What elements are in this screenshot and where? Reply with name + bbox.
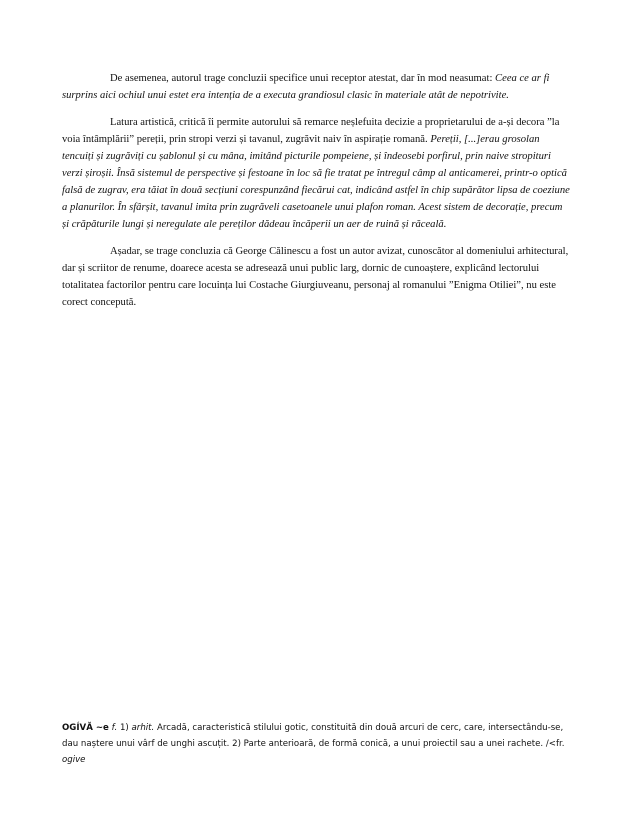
- footnote-domain: arhit.: [131, 723, 155, 733]
- paragraph-2-quote: Pereții, [...]erau grosolan tencuiți și zugrăviți cu șablonul și cu mâna, imitând picturile pompeiene, și îndeosebi porfirul, prin naive stropituri verzi șiroșii. Însă sistemul de perspective și festoane în loc să fie tratat pe întregul câmp al anticamerei, printr-o optică falsă de zugrav, era tăiat în două secțiuni corespunzând fiecărui cat, indicând astfel în chip supărător lipsa de coeziune a planurilor. În sfârșit, tavanul imita prin zugrăveli casetoanele unui plafon roman. Acest sistem de decorație, precum și crăpăturile lungi și neregulate ale pereților dădeau încăperii un aer de ruină și răceală.: [62, 134, 570, 230]
- paragraph-2: [62, 114, 572, 233]
- paragraph-3: [62, 243, 572, 311]
- footnote-part1: 1): [117, 723, 132, 733]
- paragraph-1-text: De asemenea, autorul trage concluzii specifice unui receptor atestat, dar în mod neasumat:: [110, 73, 496, 84]
- footnote-headword: OGÍVĂ ~e: [62, 723, 109, 733]
- paragraph-2-text: Latura artistică, critică îi permite autorului să remarce neșlefuita decizie a proprietarului de a-și decora ”la voia întâmplării” pereții, prin stropi verzi și tavanul, zugrăvit naiv în aspirație romană.: [62, 117, 560, 145]
- paragraph-1-quote: Ceea ce ar fi surprins aici ochiul unui estet era intenția de a executa grandiosul clasic în materiale atât de nepotrivite.: [62, 73, 550, 101]
- footnote-definition-text: Arcadă, caracteristică stilului gotic, constituită din două arcuri de cerc, care, intersectându-se, dau naștere unui vârf de unghi ascuțit. 2) Parte anterioară, de formă conică, a unui proiectil sau a unei rachete. /<fr.: [62, 723, 565, 749]
- paragraph-3-text: Așadar, se trage concluzia că George Călinescu a fost un autor avizat, cunoscător al domeniului arhitectural, dar și scriitor de renume, doarece acesta se adresează unui public larg, dornic de cunoaștere, explicând lectorului totalitatea factorilor pentru care locuința lui Costache Giurgiuveanu, personaj al romanului ”Enigma Otiliei”, nu este corect concepută.: [62, 246, 569, 308]
- footnote-definition: [62, 720, 577, 768]
- footnote-gender: f.: [111, 723, 118, 733]
- paragraph-1: [62, 70, 572, 104]
- document-body: [62, 70, 572, 321]
- footnote-etymon: ogive: [62, 755, 86, 765]
